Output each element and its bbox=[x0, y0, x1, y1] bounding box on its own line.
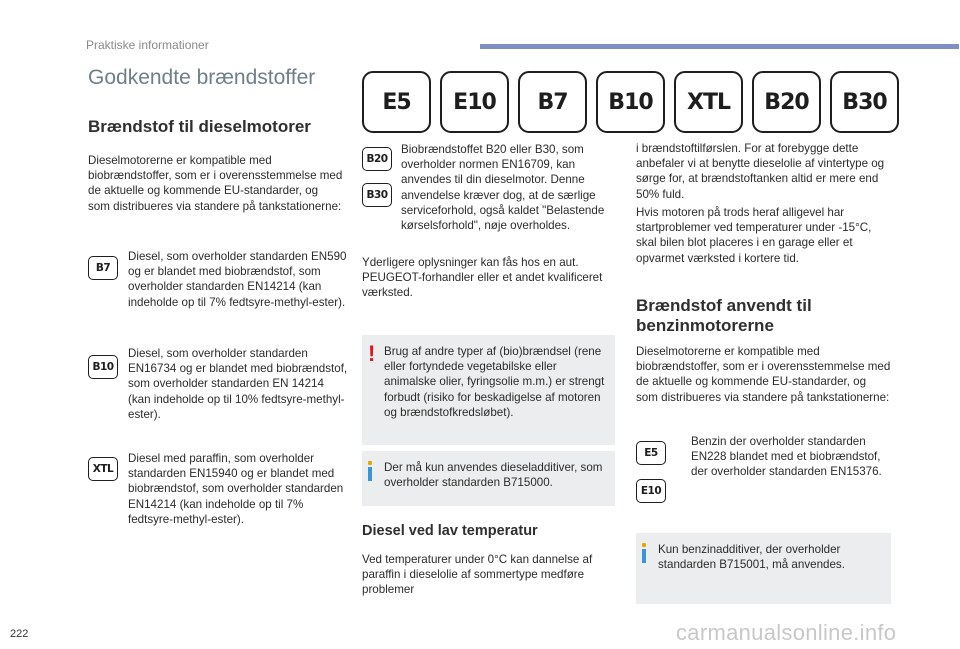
warning-box bbox=[362, 335, 615, 445]
low-temp-text-3: Hvis motoren på trods heraf alligevel har startproblemer ved temperaturer under -15°C, skal bilen blot placeres i en garage eller et opvarmet værksted i kortere tid. bbox=[636, 206, 872, 265]
warning-text: Brug af andre typer af (bio)brændsel (rene eller fortyndede vegetabilske eller animalske olier, fyringsolie m.m.) er strengt forbudt (risiko for beskadigelse af motoren og brændstofkredsløbet). bbox=[384, 345, 605, 419]
bio-more-info: Yderligere oplysninger kan fås hos en aut. PEUGEOT-forhandler eller et andet kvalificeret værksted. bbox=[362, 256, 603, 300]
badge-e10-small: E10 bbox=[636, 479, 666, 503]
page-title: Godkendte brændstoffer bbox=[88, 66, 316, 89]
fuel-badge-row bbox=[362, 71, 899, 133]
fuel-badge-b20: B20 bbox=[752, 71, 821, 133]
fuel-badge-xtl: XTL bbox=[674, 71, 743, 133]
petrol-additive-info-box bbox=[636, 533, 891, 604]
low-temp-heading: Diesel ved lav temperatur bbox=[362, 523, 538, 539]
petrol-additive-text: Kun benzinadditiver, der overholder standarden B715001, må anvendes. bbox=[658, 543, 845, 572]
bio-text: Biobrændstoffet B20 eller B30, som overholder normen EN16709, kan anvendes til din dieselmotor. Denne anvendelse kræver dog, at de særlige serviceforhold, også kaldet "Belastende kørselsforhold", nøje overholdes. bbox=[401, 143, 605, 233]
watermark: carmanualsonline.info bbox=[676, 620, 897, 645]
fuel-badge-b30: B30 bbox=[830, 71, 899, 133]
low-temp-text-1: Ved temperaturer under 0°C kan dannelse af paraffin i dieselolie af sommertype medføre problemer bbox=[362, 553, 593, 597]
badge-b10-small: B10 bbox=[88, 355, 118, 379]
diesel-additive-text: Der må kun anvendes dieseladditiver, som overholder standarden B715000. bbox=[384, 461, 603, 490]
fuel-badge-b7: B7 bbox=[518, 71, 587, 133]
page-number: 222 bbox=[10, 628, 29, 640]
diesel-b10-text: Diesel, som overholder standarden EN16734 og er blandet med biobrændstof, som overholder standarden EN 14214 (kan indeholde op til 10% fedtsyre-methyl-ester). bbox=[128, 347, 348, 421]
diesel-additive-info-box bbox=[362, 451, 615, 506]
diesel-intro: Dieselmotorerne er kompatible med biobrændstoffer, som er i overensstemmelse med de aktuelle og kommende EU-standarder, og som distribueres via standere på tankstationerne: bbox=[88, 154, 343, 213]
petrol-text: Benzin der overholder standarden EN228 blandet med et biobrændstof, der overholder standarden EN15376. bbox=[691, 435, 882, 479]
badge-b7-small: B7 bbox=[88, 256, 118, 280]
diesel-xtl-text: Diesel med paraffin, som overholder standarden EN15940 og er blandet med biobrændstof, som overholder standarden EN14214 (kan indeholde op til 7% fedtsyre-methyl-ester). bbox=[128, 452, 344, 526]
header-accent-bar bbox=[480, 44, 959, 49]
badge-b20-small: B20 bbox=[362, 147, 392, 171]
warning-exclamation-icon: ! bbox=[368, 341, 376, 366]
badge-e5-small: E5 bbox=[636, 441, 666, 465]
petrol-heading-line1: Brændstof anvendt til bbox=[636, 296, 812, 315]
fuel-badge-e10: E10 bbox=[440, 71, 509, 133]
badge-b30-small: B30 bbox=[362, 183, 392, 207]
fuel-badge-e5: E5 bbox=[362, 71, 431, 133]
badge-xtl-small: XTL bbox=[88, 457, 118, 481]
low-temp-text-2: i brændstoftilførslen. For at forebygge dette anbefaler vi at benytte dieselolie af vintertype og sørge for, at brændstoftanken altid er mere end 50% fuld. bbox=[636, 142, 885, 201]
info-icon bbox=[642, 543, 646, 563]
info-icon bbox=[368, 461, 372, 481]
petrol-intro: Dieselmotorerne er kompatible med biobrændstoffer, som er i overensstemmelse med de aktuelle og kommende EU-standarder, og som distribueres via standere på tankstationerne: bbox=[636, 345, 891, 404]
section-header: Praktiske informationer bbox=[86, 38, 209, 52]
diesel-b7-text: Diesel, som overholder standarden EN590 og er blandet med biobrændstof, som overholder standarden EN14214 (kan indeholde op til 7% fedtsyre-methyl-ester). bbox=[128, 250, 347, 309]
petrol-heading bbox=[636, 296, 812, 336]
diesel-heading: Brændstof til dieselmotorer bbox=[88, 117, 311, 136]
fuel-badge-b10: B10 bbox=[596, 71, 665, 133]
petrol-heading-line2: benzinmotorerne bbox=[636, 316, 774, 335]
